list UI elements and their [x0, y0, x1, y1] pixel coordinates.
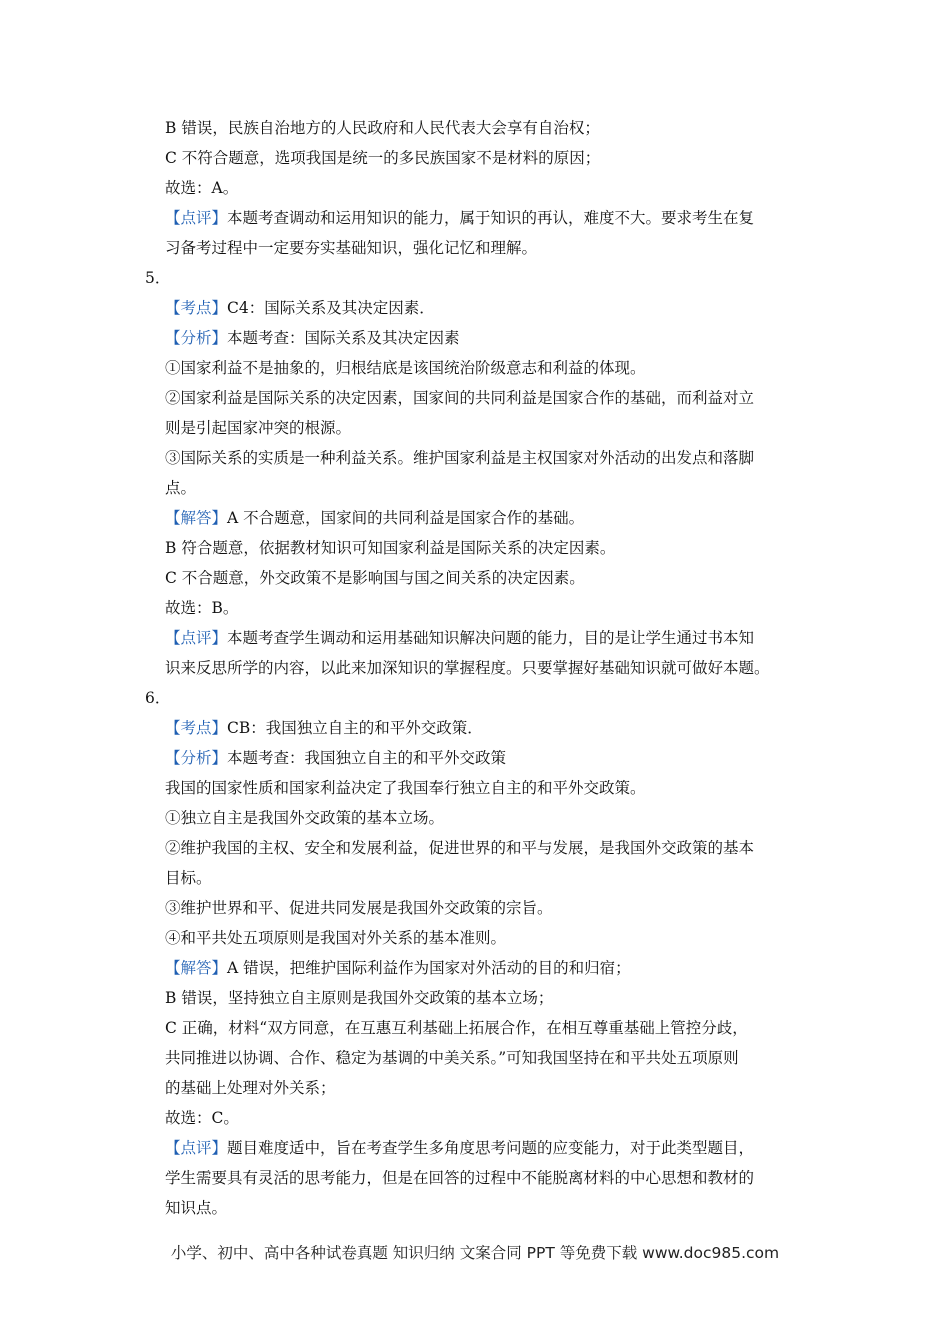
line-text: 识来反思所学的内容，以此来加深知识的掌握程度。只要掌握好基础知识就可做好本题。	[165, 659, 770, 677]
text-line	[145, 863, 815, 893]
text-line	[145, 1193, 815, 1223]
section-tag: 【点评】	[165, 1139, 228, 1157]
text-line	[145, 1133, 815, 1163]
text-line	[145, 203, 815, 233]
line-text: C4：国际关系及其决定因素．	[227, 299, 435, 317]
text-line	[145, 773, 815, 803]
line-text: 题目难度适中，旨在考查学生多角度思考问题的应变能力，对于此类型题目，	[227, 1139, 755, 1157]
text-line	[145, 893, 815, 923]
text-line	[145, 113, 815, 143]
text-line	[145, 293, 815, 323]
line-text: B 错误，民族自治地方的人民政府和人民代表大会享有自治权；	[165, 119, 600, 137]
section-tag: 【解答】	[165, 509, 228, 527]
text-line	[145, 1163, 815, 1193]
line-text: 故选：C。	[165, 1109, 239, 1127]
text-line	[145, 353, 815, 383]
text-line	[145, 1043, 815, 1073]
text-line	[145, 413, 815, 443]
line-text: ②维护我国的主权、安全和发展利益，促进世界的和平与发展，是我国外交政策的基本	[165, 839, 755, 857]
text-line	[145, 923, 815, 953]
line-text: ①国家利益不是抽象的，归根结底是该国统治阶级意志和利益的体现。	[165, 359, 646, 377]
text-line	[145, 143, 815, 173]
line-text: 共同推进以协调、合作、稳定为基调的中美关系。”可知我国坚持在和平共处五项原则	[165, 1049, 739, 1067]
line-text: ③国际关系的实质是一种利益关系。维护国家利益是主权国家对外活动的出发点和落脚	[165, 449, 755, 467]
text-line	[145, 1073, 815, 1103]
line-text: ③维护世界和平、促进共同发展是我国外交政策的宗旨。	[165, 899, 553, 917]
line-text: 习备考过程中一定要夯实基础知识，强化记忆和理解。	[165, 239, 538, 257]
line-text: 目标。	[165, 869, 212, 887]
line-text: 则是引起国家冲突的根源。	[165, 419, 352, 437]
section-tag: 【分析】	[165, 749, 228, 767]
line-text: 本题考查：我国独立自主的和平外交政策	[227, 749, 507, 767]
line-text: 5．	[145, 269, 171, 287]
text-line	[145, 593, 815, 623]
text-line	[145, 953, 815, 983]
text-line	[145, 473, 815, 503]
document-body	[145, 113, 815, 1223]
question-number	[145, 263, 815, 293]
line-text: C 不符合题意，选项我国是统一的多民族国家不是材料的原因；	[165, 149, 601, 167]
line-text: CB：我国独立自主的和平外交政策．	[227, 719, 483, 737]
line-text: 故选：A。	[165, 179, 239, 197]
line-text: A 不合题意，国家间的共同利益是国家合作的基础。	[227, 509, 585, 527]
line-text: ①独立自主是我国外交政策的基本立场。	[165, 809, 445, 827]
section-tag: 【点评】	[165, 629, 228, 647]
line-text: B 错误，坚持独立自主原则是我国外交政策的基本立场；	[165, 989, 554, 1007]
section-tag: 【点评】	[165, 209, 228, 227]
line-text: C 正确，材料“双方同意，在互惠互利基础上拓展合作，在相互尊重基础上管控分歧，	[165, 1019, 748, 1037]
line-text: A 错误，把维护国际利益作为国家对外活动的目的和归宿；	[227, 959, 631, 977]
section-tag: 【考点】	[165, 299, 228, 317]
text-line	[145, 173, 815, 203]
line-text: C 不合题意，外交政策不是影响国与国之间关系的决定因素。	[165, 569, 585, 587]
section-tag: 【考点】	[165, 719, 228, 737]
question-number	[145, 683, 815, 713]
text-line	[145, 803, 815, 833]
text-line	[145, 533, 815, 563]
text-line	[145, 323, 815, 353]
text-line	[145, 713, 815, 743]
line-text: 本题考查学生调动和运用基础知识解决问题的能力，目的是让学生通过书本知	[227, 629, 755, 647]
text-line	[145, 743, 815, 773]
line-text: 知识点。	[165, 1199, 228, 1217]
line-text: B 符合题意，依据教材知识可知国家利益是国际关系的决定因素。	[165, 539, 616, 557]
line-text: 6．	[145, 689, 171, 707]
text-line	[145, 443, 815, 473]
line-text: 点。	[165, 479, 197, 497]
line-text: 故选：B。	[165, 599, 239, 617]
section-tag: 【解答】	[165, 959, 228, 977]
text-line	[145, 623, 815, 653]
page-footer: 小学、初中、高中各种试卷真题 知识归纳 文案合同 PPT 等免费下载 www.doc985.com	[170, 1244, 780, 1262]
text-line	[145, 503, 815, 533]
line-text: ②国家利益是国际关系的决定因素，国家间的共同利益是国家合作的基础，而利益对立	[165, 389, 755, 407]
line-text: 本题考查调动和运用知识的能力，属于知识的再认，难度不大。要求考生在复	[227, 209, 755, 227]
text-line	[145, 983, 815, 1013]
line-text: 学生需要具有灵活的思考能力，但是在回答的过程中不能脱离材料的中心思想和教材的	[165, 1169, 755, 1187]
text-line	[145, 233, 815, 263]
text-line	[145, 1103, 815, 1133]
text-line	[145, 563, 815, 593]
line-text: ④和平共处五项原则是我国对外关系的基本准则。	[165, 929, 507, 947]
text-line	[145, 833, 815, 863]
text-line	[145, 1013, 815, 1043]
line-text: 的基础上处理对外关系；	[165, 1079, 336, 1097]
line-text: 本题考查：国际关系及其决定因素	[227, 329, 460, 347]
text-line	[145, 653, 815, 683]
section-tag: 【分析】	[165, 329, 228, 347]
text-line	[145, 383, 815, 413]
line-text: 我国的国家性质和国家利益决定了我国奉行独立自主的和平外交政策。	[165, 779, 646, 797]
